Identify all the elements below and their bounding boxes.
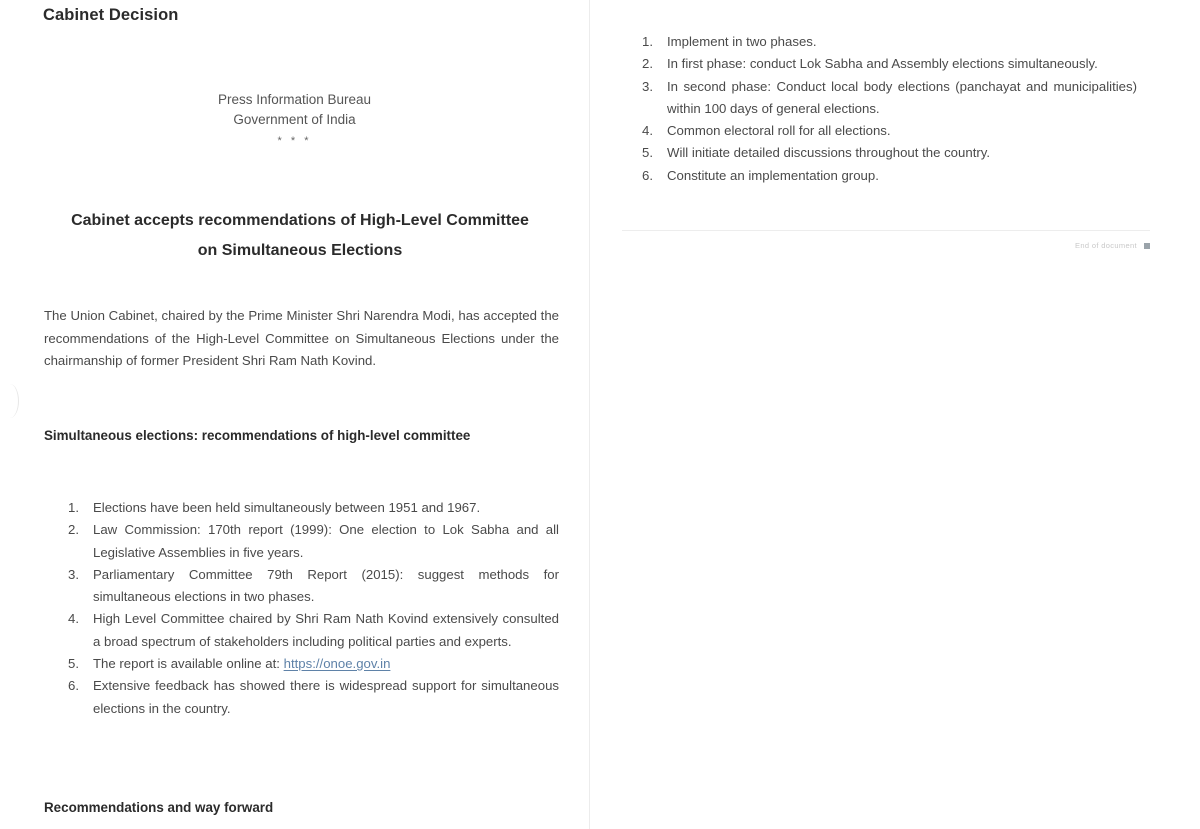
list-item-text: In first phase: conduct Lok Sabha and Assembly elections simultaneously. bbox=[667, 56, 1098, 72]
list-marker: 3. bbox=[642, 78, 653, 94]
list-marker: 2. bbox=[642, 56, 653, 72]
article-headline: Cabinet accepts recommendations of High-Level Committee on Simultaneous Elections bbox=[71, 212, 529, 259]
list-marker: 1. bbox=[642, 34, 653, 49]
left-column bbox=[0, 0, 589, 829]
list-item bbox=[642, 76, 1137, 121]
list-item bbox=[642, 31, 1137, 53]
list-item-text-prefix: The report is available online at: bbox=[93, 656, 284, 672]
list-marker: 2. bbox=[68, 522, 79, 538]
masthead-bureau: Press Information Bureau bbox=[217, 92, 372, 107]
list-item bbox=[68, 608, 559, 653]
list-item bbox=[68, 564, 559, 609]
list-item-text bbox=[93, 653, 559, 675]
list-item-text: Extensive feedback has showed there is widespread support for simultaneous elections in the country. bbox=[93, 678, 559, 716]
end-of-document-footer bbox=[1075, 241, 1150, 250]
list-marker: 1. bbox=[68, 500, 79, 515]
masthead bbox=[0, 90, 589, 151]
list-marker: 6. bbox=[68, 678, 79, 694]
list-marker: 5. bbox=[68, 656, 79, 672]
list-marker: 3. bbox=[68, 566, 79, 582]
report-url-link[interactable]: https://onoe.gov.in bbox=[283, 656, 391, 672]
list-item-text: Elections have been held simultaneously between 1951 and 1967. bbox=[93, 500, 481, 515]
filled-square-icon bbox=[1144, 243, 1150, 249]
list-item-text: Law Commission: 170th report (1999): One election to Lok Sabha and all Legislative Assemblies in five years. bbox=[93, 522, 559, 560]
end-of-document-rule bbox=[622, 230, 1150, 231]
list-item bbox=[642, 165, 1137, 187]
end-of-document-label: End of document bbox=[1075, 241, 1137, 250]
list-item-text: Common electoral roll for all elections. bbox=[667, 123, 891, 139]
list-item-text: Implement in two phases. bbox=[667, 34, 817, 49]
intro-paragraph: The Union Cabinet, chaired by the Prime Minister Shri Narendra Modi, has accepted the recommendations of the High-Level Committee on Simultaneous Elections under the chairmanship of former President Shri Ram Nath Kovind. bbox=[44, 308, 559, 368]
masthead-separator: * * * bbox=[277, 135, 312, 147]
list-item bbox=[68, 675, 559, 720]
list-item bbox=[642, 120, 1137, 142]
list-item bbox=[68, 519, 559, 564]
list-item-text: Constitute an implementation group. bbox=[667, 167, 879, 183]
list-item-with-link bbox=[68, 653, 559, 675]
section-heading-way-forward: Recommendations and way forward bbox=[44, 800, 274, 815]
right-column bbox=[590, 0, 1200, 829]
list-marker: 4. bbox=[642, 123, 653, 139]
list-marker: 4. bbox=[68, 611, 79, 627]
list-item bbox=[642, 53, 1137, 75]
list-item bbox=[68, 497, 559, 519]
masthead-government: Government of India bbox=[233, 112, 356, 127]
page-title: Cabinet Decision bbox=[43, 6, 179, 24]
section-heading-recommendations-committee: Simultaneous elections: recommendations of high-level committee bbox=[44, 428, 471, 443]
list-item-text: High Level Committee chaired by Shri Ram Nath Kovind extensively consulted a broad spectrum of stakeholders including political parties and experts. bbox=[93, 611, 559, 649]
list-marker: 6. bbox=[642, 167, 653, 183]
list-item-text: In second phase: Conduct local body elections (panchayat and municipalities) within 100 days of general elections. bbox=[667, 78, 1137, 116]
committee-recommendations-list bbox=[68, 497, 559, 720]
way-forward-list bbox=[642, 31, 1137, 187]
list-marker: 5. bbox=[642, 145, 653, 161]
list-item bbox=[642, 142, 1137, 164]
list-item-text: Will initiate detailed discussions throughout the country. bbox=[667, 145, 991, 161]
list-item-text: Parliamentary Committee 79th Report (2015): suggest methods for simultaneous elections in two phases. bbox=[93, 566, 559, 605]
